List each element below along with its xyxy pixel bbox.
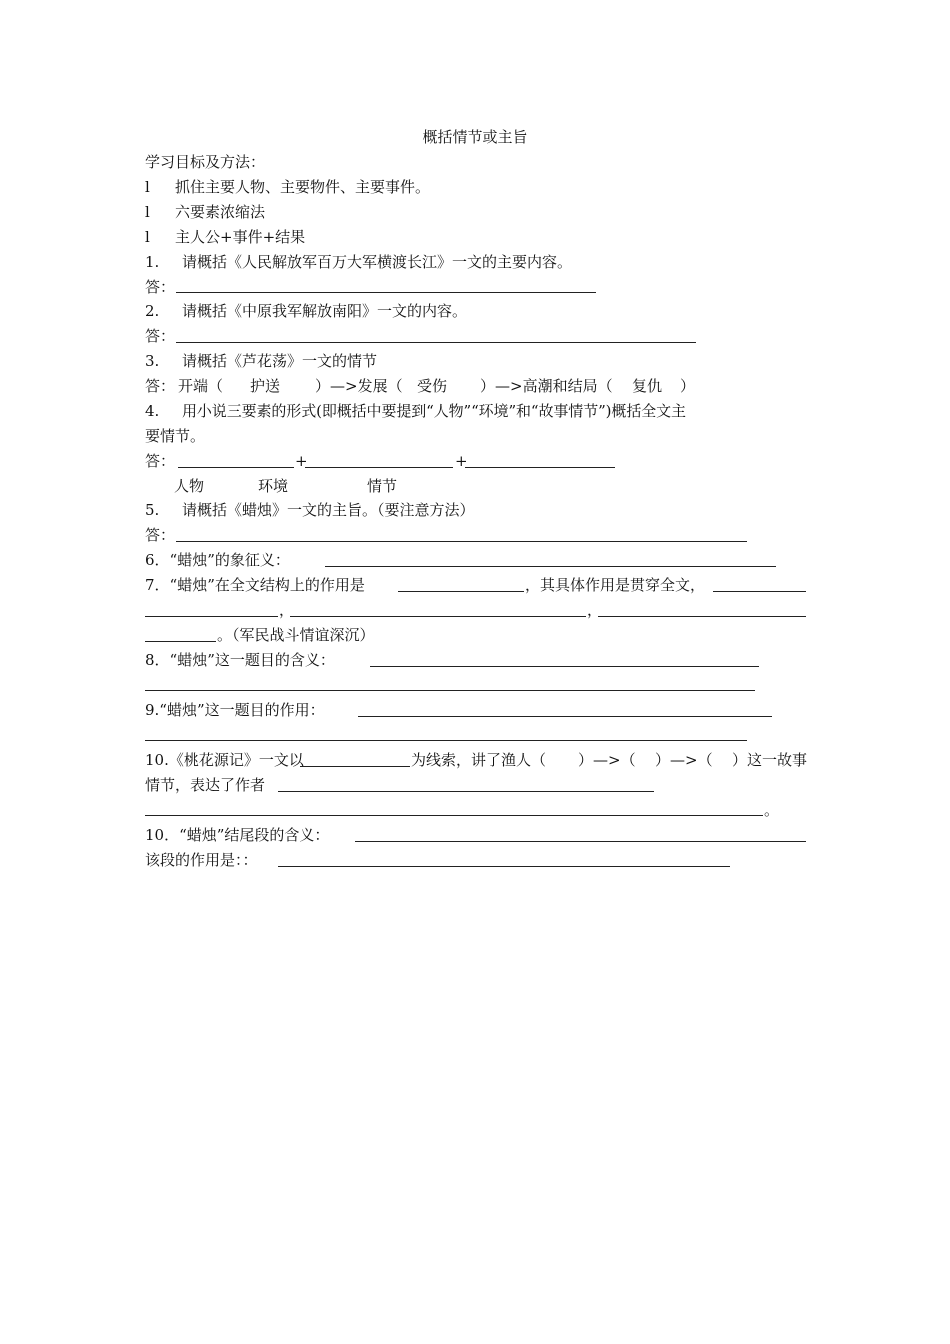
answer-5-label: 答： xyxy=(145,526,176,544)
label-setting: 环境 xyxy=(258,477,289,495)
answer-4-label: 答： xyxy=(145,452,176,470)
question-number: 2. xyxy=(145,302,160,320)
arrow-1: ）—>（ xyxy=(578,751,636,769)
answer-7-blank-c[interactable] xyxy=(290,616,586,617)
question-10b-cont: 该段的作用是：： xyxy=(145,851,258,869)
question-text: 请概括《人民解放军百万大军横渡长江》一文的主要内容。 xyxy=(182,253,573,271)
question-number: 1. xyxy=(145,253,160,271)
answer-8-blank-a[interactable] xyxy=(370,666,759,667)
question-4-cont: 要情节。 xyxy=(145,427,206,445)
label-plot: 情节 xyxy=(367,477,398,495)
answer-9-blank-b[interactable] xyxy=(145,740,747,741)
answer-2-blank[interactable] xyxy=(176,342,696,343)
answer-7-blank-a[interactable] xyxy=(713,591,806,592)
question-10b: 10．“蜡烛”结尾段的含义： xyxy=(145,826,330,844)
bullet-text: 六要素浓缩法 xyxy=(175,203,266,221)
answer-7-structure-blank[interactable] xyxy=(398,591,524,592)
question-10a-end: ）这一故事 xyxy=(732,751,808,769)
answer-8-blank-b[interactable] xyxy=(145,690,755,691)
comma: ， xyxy=(279,601,295,619)
answer-10b-blank-b[interactable] xyxy=(278,866,730,867)
question-10a: 10.《桃花源记》一文以 xyxy=(145,751,304,769)
bullet-marker: l xyxy=(145,178,150,196)
question-1 xyxy=(145,252,573,272)
bullet-2 xyxy=(145,202,266,222)
question-number: 3. xyxy=(145,352,160,370)
question-10a-mid: 为线索，讲了渔人（ xyxy=(411,751,547,769)
question-5 xyxy=(145,500,475,520)
opening-label: 开端（ xyxy=(178,377,224,395)
answer-7-blank-e[interactable] xyxy=(145,641,216,642)
answer-9-blank-a[interactable] xyxy=(358,716,772,717)
question-text: 请概括《中原我军解放南阳》一文的内容。 xyxy=(182,302,468,320)
development-label: ）—>发展（ xyxy=(315,377,403,395)
answer-10a-blank-a[interactable] xyxy=(278,791,654,792)
comma: ， xyxy=(587,601,603,619)
answer-label: 答： xyxy=(145,377,176,395)
bullet-1 xyxy=(145,177,431,197)
question-10a-cont: 情节，表达了作者 xyxy=(145,776,266,794)
question-text: 请概括《蜡烛》一文的主旨。（要注意方法） xyxy=(182,501,475,519)
objectives-heading: 学习目标及方法： xyxy=(145,153,266,171)
question-number: 5. xyxy=(145,501,160,519)
development-value: 受伤 xyxy=(417,377,448,395)
question-6: 6．“蜡烛”的象征义： xyxy=(145,551,290,569)
question-2 xyxy=(145,301,468,321)
answer-6-blank[interactable] xyxy=(325,566,776,567)
answer-10a-blank-b[interactable] xyxy=(145,815,763,816)
arrow-2: ）—>（ xyxy=(655,751,713,769)
climax-close: ） xyxy=(680,377,696,395)
bullet-3 xyxy=(145,227,306,247)
answer-3 xyxy=(145,376,696,396)
answer-1-label: 答： xyxy=(145,278,176,296)
plus-sign: + xyxy=(455,452,468,470)
question-text: 请概括《芦花荡》一文的情节 xyxy=(182,352,378,370)
answer-1-blank[interactable] xyxy=(176,292,596,293)
opening-value: 护送 xyxy=(250,377,281,395)
question-8: 8．“蜡烛”这一题目的含义： xyxy=(145,651,335,669)
answer-2-label: 答： xyxy=(145,327,176,345)
bullet-marker: l xyxy=(145,203,150,221)
bullet-text: 抓住主要人物、主要物件、主要事件。 xyxy=(175,178,431,196)
question-7-mid: ，其具体作用是贯穿全文， xyxy=(525,576,706,594)
answer-4-character-blank[interactable] xyxy=(178,467,294,468)
climax-label: ）—>高潮和结局（ xyxy=(480,377,613,395)
answer-4-plot-blank[interactable] xyxy=(465,467,615,468)
climax-value: 复仇 xyxy=(632,377,663,395)
question-7: 7．“蜡烛”在全文结构上的作用是 xyxy=(145,576,365,594)
page-title: 概括情节或主旨 xyxy=(422,128,528,146)
period: 。 xyxy=(764,801,780,819)
question-text: 用小说三要素的形式(即概括中要提到“人物”“环境”和“故事情节”)概括全文主 xyxy=(182,402,686,420)
answer-4-setting-blank[interactable] xyxy=(305,467,453,468)
label-character: 人物 xyxy=(174,477,205,495)
answer-7-blank-d[interactable] xyxy=(598,616,806,617)
answer-5-blank[interactable] xyxy=(176,541,747,542)
question-number: 4. xyxy=(145,402,160,420)
answer-7-blank-b[interactable] xyxy=(145,616,278,617)
question-7-end: 。（军民战斗情谊深沉） xyxy=(217,626,375,644)
bullet-text: 主人公+事件+结果 xyxy=(175,228,306,246)
question-9: 9.“蜡烛”这一题目的作用： xyxy=(145,701,325,719)
question-4 xyxy=(145,401,686,421)
answer-10b-blank-a[interactable] xyxy=(355,841,806,842)
plus-sign: + xyxy=(295,452,308,470)
question-3 xyxy=(145,351,378,371)
answer-10a-clue-blank[interactable] xyxy=(300,766,410,767)
bullet-marker: l xyxy=(145,228,150,246)
